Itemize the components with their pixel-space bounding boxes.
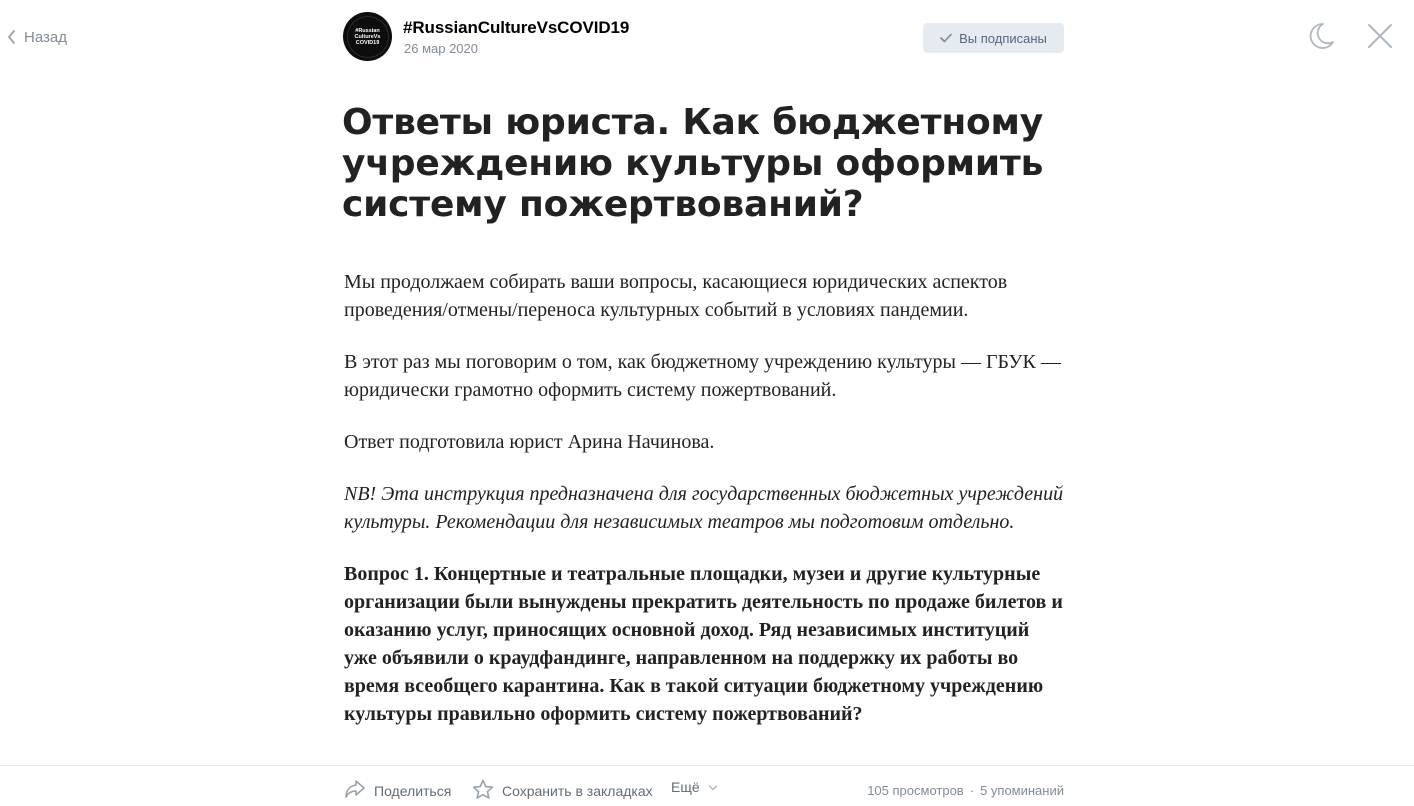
views-count: 105 просмотров bbox=[867, 783, 964, 798]
paragraph: Ответ подготовила юрист Арина Начинова. bbox=[344, 431, 715, 453]
avatar[interactable] bbox=[343, 12, 392, 61]
share-icon bbox=[344, 779, 366, 802]
article-title: Ответы юриста. Как бюджетному учреждению культуры оформить систему пожертвований? bbox=[342, 102, 1044, 225]
avatar-line: COVID19 bbox=[355, 39, 380, 46]
chevron-down-icon bbox=[708, 779, 718, 795]
article-body bbox=[344, 268, 1066, 752]
moon-icon bbox=[1304, 39, 1336, 56]
post-date: 26 мар 2020 bbox=[404, 41, 479, 56]
avatar-line: CultureVs bbox=[354, 33, 381, 40]
question-paragraph: Вопрос 1. Концертные и театральные площадки, музеи и другие культурные организации были вынуждены прекратить деятельность по продаже билетов и оказанию услуг, приносящих основной доход. Ряд независимых институций уже объявили о краудфандинге, направленном на поддержку их работы во время всеобщего карантина. Как в такой ситуации бюджетному учреждению культуры правильно оформить систему пожертвований? bbox=[344, 563, 1063, 725]
back-button[interactable] bbox=[6, 26, 67, 48]
bottom-action-bar bbox=[0, 765, 1414, 806]
more-label: Ещё bbox=[671, 779, 700, 795]
paragraph: В этот раз мы поговорим о том, как бюджетному учреждению культуры — ГБУК — юридически грамотно оформить систему пожертвований. bbox=[344, 351, 1061, 401]
stats-separator: · bbox=[969, 783, 975, 798]
subscribe-button[interactable] bbox=[923, 23, 1064, 53]
post-stats bbox=[867, 783, 1064, 798]
author-name[interactable]: #RussianCultureVsCOVID19 bbox=[403, 18, 630, 37]
avatar-logo bbox=[347, 16, 389, 58]
share-label: Поделиться bbox=[374, 782, 452, 799]
star-icon bbox=[472, 779, 494, 803]
share-button[interactable] bbox=[344, 779, 451, 802]
note-paragraph: NB! Эта инструкция предназначена для государственных бюджетных учреждений культуры. Рекомендации для независимых театров мы подготовим отдельно. bbox=[344, 483, 1064, 533]
close-icon bbox=[1364, 39, 1396, 56]
subscribe-label: Вы подписаны bbox=[959, 30, 1047, 46]
back-label: Назад bbox=[24, 28, 67, 46]
mentions-count[interactable]: 5 упоминаний bbox=[980, 783, 1064, 798]
bookmark-label: Сохранить в закладках bbox=[502, 783, 653, 799]
more-menu[interactable] bbox=[671, 779, 718, 795]
close-button[interactable] bbox=[1364, 20, 1396, 52]
night-mode-toggle[interactable] bbox=[1304, 20, 1336, 52]
avatar-line: #Russian bbox=[355, 27, 380, 34]
bookmark-button[interactable] bbox=[472, 779, 653, 803]
chevron-left-icon bbox=[6, 29, 16, 45]
check-icon bbox=[940, 31, 952, 46]
author-header bbox=[343, 12, 1065, 62]
paragraph: Мы продолжаем собирать ваши вопросы, касающиеся юридических аспектов проведения/отмены/переноса культурных событий в условиях пандемии. bbox=[344, 271, 1008, 321]
